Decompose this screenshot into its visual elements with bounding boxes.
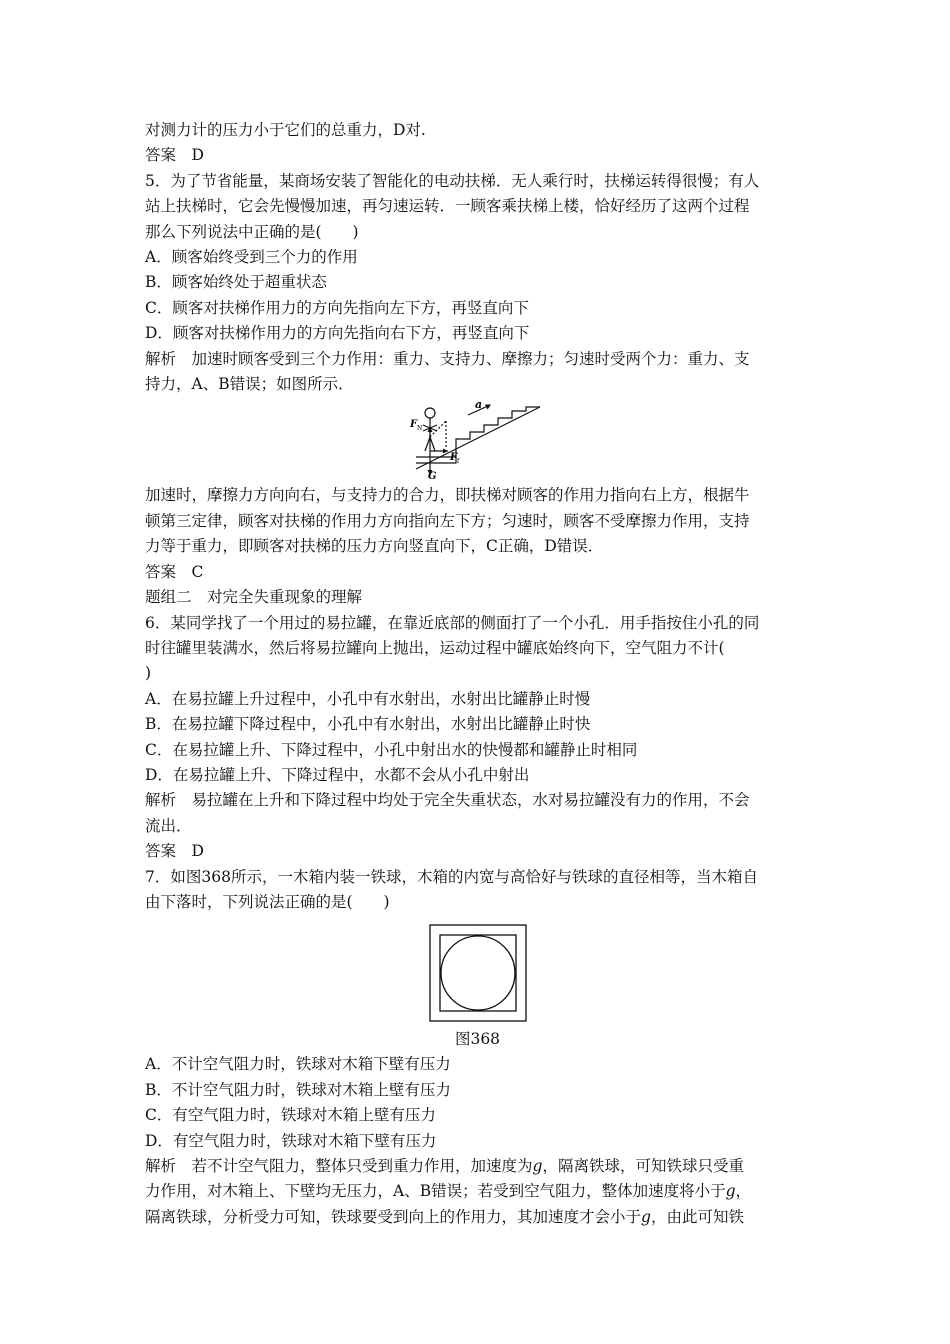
question-6-line: ) xyxy=(145,664,152,683)
option-b: B．不计空气阻力时，铁球对木箱上壁有压力 xyxy=(145,1080,451,1099)
normal-force-label: F xyxy=(409,419,417,431)
analysis-text: 力作用，对木箱上、下壁均无压力，A、B错误；若受到空气阻力，整体加速度将小于 xyxy=(145,1182,726,1201)
analysis-line xyxy=(145,1179,810,1204)
option-a: A．在易拉罐上升过程中，小孔中有水射出，水射出比罐静止时慢 xyxy=(145,689,591,708)
analysis-line: 解析 易拉罐在上升和下降过程中均处于完全失重状态，水对易拉罐没有力的作用，不会 xyxy=(145,791,750,810)
question-5-line: 5．为了节省能量，某商场安装了智能化的电动扶梯．无人乘行时，扶梯运转得很慢；有人 xyxy=(145,171,760,190)
option-d: D．在易拉罐上升、下降过程中，水都不会从小孔中射出 xyxy=(145,765,530,784)
gravity-label: G xyxy=(427,471,437,480)
option-d: D．有空气阻力时，铁球对木箱下壁有压力 xyxy=(145,1131,437,1150)
question-7-line: 7．如图368所示，一木箱内装一铁球，木箱的内宽与高恰好与铁球的直径相等，当木箱自 xyxy=(145,867,758,886)
analysis-line xyxy=(145,1205,810,1230)
option-b: B．在易拉罐下降过程中，小孔中有水射出，水射出比罐静止时快 xyxy=(145,715,591,734)
question-5-line: 站上扶梯时，它会先慢慢加速，再匀速运转．一顾客乘扶梯上楼，恰好经历了这两个过程 xyxy=(145,197,750,216)
analysis-line: 持力，A、B错误；如图所示． xyxy=(145,375,354,394)
gravity-symbol: g xyxy=(725,1182,736,1201)
friction-force-subscript: f xyxy=(456,458,459,466)
analysis-line: 解析 加速时顾客受到三个力作用：重力、支持力、摩擦力；匀速时受两个力：重力、支 xyxy=(145,349,750,368)
option-c: C．在易拉罐上升、下降过程中，小孔中射出水的快慢都和罐静止时相同 xyxy=(145,740,638,759)
friction-force-label: F xyxy=(449,452,457,464)
analysis-text: ，由此可知铁 xyxy=(650,1207,744,1226)
answer-line: 答案 D xyxy=(145,842,204,861)
normal-force-subscript: N xyxy=(416,425,422,433)
text-block-bottom xyxy=(145,1052,810,1230)
question-6-line: 时往罐里装满水，然后将易拉罐向上抛出，运动过程中罐底始终向下，空气阻力不计( xyxy=(145,638,725,657)
analysis-text: ， xyxy=(735,1182,752,1201)
analysis-text: ，隔离铁球，可知铁球只受重 xyxy=(542,1157,744,1175)
gravity-symbol: g xyxy=(532,1157,543,1175)
acceleration-label: a xyxy=(474,399,482,412)
option-a: A．顾客始终受到三个力的作用 xyxy=(145,248,358,267)
ball-in-box-diagram xyxy=(428,923,528,1023)
analysis-line: 顿第三定律，顾客对扶梯的作用力方向指向左下方；匀速时，顾客不受摩擦力作用，支持 xyxy=(145,511,750,530)
gravity-symbol: g xyxy=(641,1207,651,1226)
answer-line: 答案 D xyxy=(145,146,204,165)
section-heading: 题组二 对完全失重现象的理解 xyxy=(145,588,363,607)
question-6-line: 6．某同学找了一个用过的易拉罐，在靠近底部的侧面打了一个小孔．用手指按住小孔的同 xyxy=(145,613,760,632)
text-block-middle xyxy=(145,483,810,915)
document-page xyxy=(145,118,810,1230)
analysis-line: 加速时，摩擦力方向向右，与支持力的合力，即扶梯对顾客的作用力指向右上方，根据牛 xyxy=(145,486,750,505)
option-d: D．顾客对扶梯作用力的方向先指向右下方，再竖直向下 xyxy=(145,324,530,343)
option-c: C．有空气阻力时，铁球对木箱上壁有压力 xyxy=(145,1106,436,1125)
option-c: C．顾客对扶梯作用力的方向先指向左下方，再竖直向下 xyxy=(145,298,529,317)
answer-line: 答案 C xyxy=(145,562,204,581)
question-5-line: 那么下列说法中正确的是( ) xyxy=(145,222,359,241)
analysis-text: 解析 若不计空气阻力，整体只受到重力作用，加速度为 xyxy=(145,1157,533,1175)
escalator-force-diagram xyxy=(408,399,548,479)
text-line: 对测力计的压力小于它们的总重力，D对. xyxy=(145,121,426,139)
option-b: B．顾客始终处于超重状态 xyxy=(145,273,327,292)
option-a: A．不计空气阻力时，铁球对木箱下壁有压力 xyxy=(145,1055,451,1074)
question-7-line: 由下落时，下列说法正确的是( ) xyxy=(145,892,390,911)
analysis-text: 隔离铁球，分析受力可知，铁球要受到向上的作用力，其加速度才会小于 xyxy=(145,1207,642,1226)
figure-caption: 图368 xyxy=(454,1030,501,1049)
text-block-top xyxy=(145,118,810,397)
analysis-line xyxy=(145,1154,810,1179)
analysis-line: 流出． xyxy=(145,816,192,835)
analysis-line: 力等于重力，即顾客对扶梯的压力方向竖直向下，C正确，D错误． xyxy=(145,537,604,556)
